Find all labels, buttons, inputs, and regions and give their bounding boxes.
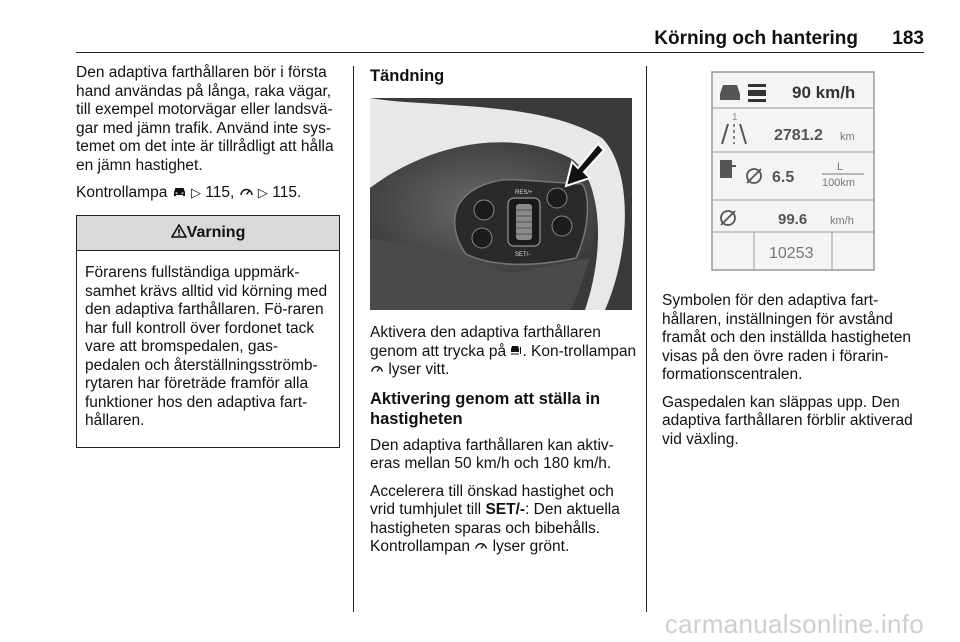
display-fuel-unit-top: L (837, 161, 844, 173)
warning-triangle-icon (171, 224, 187, 238)
warning-box (76, 215, 340, 448)
watermark: carmanualsonline.info (664, 609, 924, 639)
display-odometer-unit: km (840, 131, 855, 143)
page-number: 183 (892, 28, 924, 49)
column-divider-right (646, 66, 647, 612)
warning-header (77, 216, 339, 252)
warning-text: Förarens fullständiga uppmärk-samhet krävs alltid vid körning med den adaptiva farthållaren. Fö-raren har full kontroll över fordonet tack vare att bromspedalen, gas-pedalen och återställningsströmb-rytaren har företräde framför alla funktioner hos den adaptiva fart-hållaren. (85, 264, 328, 429)
column-right (662, 64, 926, 458)
speedometer-icon (370, 363, 384, 375)
wheel-label-res: RES/+ (515, 190, 533, 196)
column-divider-left (353, 66, 354, 612)
display-odometer: 2781.2 (774, 127, 823, 144)
display-average-speed: 99.6 (778, 211, 808, 228)
section-heading: Tändning (370, 67, 445, 85)
header-rule (76, 52, 924, 53)
page-header (76, 26, 924, 54)
driver-info-display-figure (662, 64, 924, 276)
set-button-label: SET/- (485, 501, 526, 518)
column-left (76, 64, 338, 448)
steering-wheel-figure (370, 98, 632, 310)
set-speed-paragraph: Accelerera till önskad hastighet och vrid tumhjulet till SET/-: Den aktuella hastigheten sparas och bibehålls. Kontrollampan lyser grönt. (370, 482, 620, 555)
cruise-distance-icon (510, 344, 522, 356)
warning-title: Varning (186, 223, 246, 241)
accelerator-paragraph: Gaspedalen kan släppas upp. Den adaptiva farthållaren förblir aktiverad vid växling. (662, 393, 913, 448)
display-average-speed-unit: km/h (830, 215, 854, 227)
speedometer-icon (239, 186, 254, 198)
indicator-reference: Kontrollampa ▷ 115, ▷ 115. (76, 184, 302, 201)
display-speed: 90 km/h (792, 83, 856, 102)
subsection-heading: Aktivering genom att ställa in hastigheten (370, 389, 601, 428)
display-total-distance: 10253 (769, 245, 814, 262)
activation-paragraph: Aktivera den adaptiva farthållaren genom att trycka på . Kon-trollampan lyser vitt. (370, 324, 637, 378)
page-ref-arrow-icon: ▷ (190, 185, 201, 200)
page-ref-arrow-icon: ▷ (257, 185, 268, 200)
speed-range-paragraph: Den adaptiva farthållaren kan aktiv-eras mellan 50 km/h och 180 km/h. (370, 436, 614, 472)
column-middle (370, 64, 638, 566)
display-lane-number: 1 (732, 112, 738, 123)
cruise-car-icon (172, 186, 187, 198)
intro-paragraph: Den adaptiva farthållaren bör i första hand användas på långa, raka vägar, till exempel motorvägar eller landsvä-gar med jämn trafik. Använd inte sys-temet om det inte är tillrådligt att hålla en jämn hastighet. (76, 64, 334, 174)
display-fuel-unit-bottom: 100km (822, 177, 856, 189)
display-fuel-consumption: 6.5 (772, 169, 795, 186)
wheel-label-set: SET/- (515, 252, 531, 258)
chapter-title: Körning och hantering (654, 28, 858, 49)
speedometer-icon (474, 540, 488, 552)
display-description-paragraph: Symbolen för den adaptiva fart-hållaren, inställningen för avstånd framåt och den inställda hastigheten visas på den övre raden i förarin-formationscentralen. (662, 292, 912, 383)
